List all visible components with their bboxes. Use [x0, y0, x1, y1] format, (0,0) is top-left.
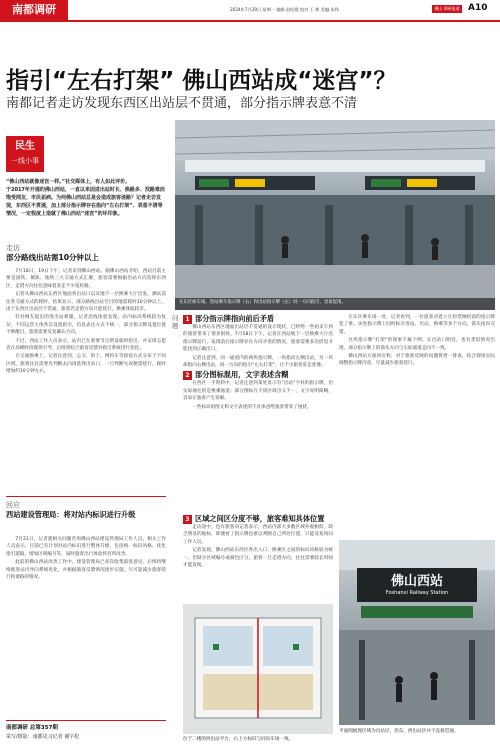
response-kicker: 回应: [6, 501, 20, 509]
response-rule: [6, 496, 166, 497]
page-number: A10: [468, 3, 488, 13]
problem-right-para: 这块指示牌“打架”的现象不属个例。在出站口附近，也有类似情况出现，部分指示牌上的箭头方向与实际通道走向不一致。: [339, 338, 495, 351]
section-3: [183, 514, 333, 599]
section-2-para: 在西区一手资料中，记者注意到某处显示有“出站“字样的指示牌，但实际通往的是换乘通道；部分图标在不同区域含义不一，文字说明简略，容易让旅客产生误解。: [183, 381, 333, 402]
walk-para: 7月18日、19日下午，记者来到佛山西站。据佛山西站介绍，西站目前主要是国铁、城轨、地铁三大交通方式汇聚，旅客需要根据出站方向选择东西区，走错方向往往意味着多走不少冤枉路。: [6, 269, 166, 289]
problem-right-body: [339, 314, 495, 440]
lead-text: “佛山西站就像迷宫一样。”社交媒体上，有人如此评价。 于2017年开通的佛山西站，一直以来因进出站时长、换路多、找路难而饱受网友、市民诟病。为何佛山西站总是会造成旅客迷路？记者走访发现，东西区不贯通，加上部分指示牌存在指向“左右打架”、表意不清等情况，一定程度上造就了佛山西站“迷宫”的坏印象。: [6, 179, 165, 217]
section-3-heading: [183, 514, 333, 524]
problem-right-para: 佛山西站方面回应称，对于旅客反映的问题将逐一排查，结合现场实际调整指示牌内容，尽量减少旅客绕行。: [339, 354, 495, 367]
photo-floor-plan: [183, 604, 333, 734]
footer-byline: 采写/摄影：南都见习记者 谢宇松: [6, 734, 80, 740]
photo1-caption: 在东区候车场，进站乘车指示牌（右）和出站指示牌（左）同一方向指引，容易混淆。: [179, 300, 346, 305]
problem-kicker: 问题: [172, 314, 179, 330]
section-1-title: 部分指示牌指向前后矛盾: [195, 314, 275, 323]
footer-rule: [6, 720, 166, 721]
walk-para: 记者从佛山西站东西区地面各出站口以及地下一层换乘大厅出发，测试前往各交通方式的耗时。结果显示，部分路线出站至目的地需耗时10分钟以上。由于东西区出站层不贯通，旅客若走错方向只能绕行，换乘体验较差。: [6, 292, 166, 313]
response-title: 西站建设管理局：将对站内标识进行升级: [6, 510, 136, 519]
section-3-para: 走访途中，也有旅客向记者表示，西站内部大多数区域外观相似，缺乏明显的地标，即便看了指示牌也难以判断自己所处位置，只能反复询问工作人员。: [183, 525, 333, 545]
photo-hall-drawing: [175, 120, 495, 310]
section-1-para: 记者注意到，同一通道内的两块指示牌，一块指向左侧出站，另一块却指向右侧出站，同一方向的指引“左右打架”，让不少旅客驻足犹豫。: [183, 355, 333, 369]
badge-line2: 一线小事: [11, 157, 39, 165]
section-1-para: 佛山西站东西区地面出站层不贯通的设计现状，已经给一些初来乍到的旅客带来了诸多困扰。7月18日下午，记者在西站地下一层换乘大厅沿指示牌前行，发现前后指示牌存在方向矛盾的情况，旅客需要多次折返才能找到正确出口。: [183, 325, 333, 353]
section-2-number: 2: [183, 371, 192, 380]
subheadline: 南都记者走访发现东西区出站层不贯通，部分指示牌表意不清: [6, 96, 358, 111]
masthead-rule: [0, 20, 500, 22]
section-2-title: 部分图标混用，文字表述含糊: [195, 370, 289, 380]
walk-para: 在交通换乘上，记者注意到，公交、的士、网约车等接驳方式分布于不同区域，旅客往往需要先判断去向再选择出站口，一旦判断失误便需绕行，耗时增加约10分钟左右。: [6, 354, 166, 375]
response-para: 7月21日，记者就相关问题咨询佛山西站建设管理局工作人员。相关工作人员表示，目前已有计划对站内标识进行整体升级，包括统一标识风格、优化指引逻辑、增加区域编号等，届时旅客出行体验将有所改善。: [6, 537, 166, 557]
section-1-heading: [183, 314, 333, 324]
photo2-caption: 位于二楼的西出站平台，右上方标识与同向车场一致。: [183, 737, 294, 742]
headline: 指引“左右打架” 佛山西站成“迷宫”？: [6, 68, 397, 94]
walk-title: 部分路线出站需10分钟以上: [6, 253, 99, 262]
problem-right-para: 在东区乘车场一处，记者看到，一位旅客对着立在检票闸机前的指示牌犯了难。该处指示牌上同时标有进站、出站、换乘等多个方向，箭头指向交错。: [339, 315, 495, 335]
walk-kicker: 走访: [6, 244, 20, 252]
photo-station-hall: [175, 120, 495, 310]
response-para: 此前的佛山西站改善工作中，建设管理局已多次收集旅客意见，后续将继续推进站内导向系统优化，并根据旅客反馈情况逐步实施，尽可能减少旅客绕行和迷路的情况。: [6, 560, 166, 581]
walk-para: 针对网友提出的进出站难题，记者沿线体验发现，站内标识系统较为复杂，不同运营主体各自设置指引，信息表达方式不统一，部分指示牌设置位置不够醒目，旅客需要反复确认方向。: [6, 315, 166, 336]
response-body: [6, 536, 166, 718]
section-3-number: 3: [183, 515, 192, 524]
photo-station-sign: [339, 540, 495, 725]
section-1-number: 1: [183, 315, 192, 324]
date-line: 2024年7月29日 星期一 编辑 赵昭霞 校对 王 彬 美编 朱铮: [230, 7, 339, 12]
walk-body: [6, 268, 166, 490]
section-3-para: 记者发现，佛山西站东西区各出入口、换乘区之间的标识风格较为统一，但缺少区域编号或颜色区分，旅客一旦走错方向，往往需要较长时间才能发现。: [183, 548, 333, 569]
section-3-title: 区域之间区分度不够，旅客难知具体位置: [195, 514, 325, 523]
section-2-heading: [183, 370, 333, 380]
sign-name-en: Foshanxi Railway Station: [385, 590, 449, 596]
floor-plan-drawing: [183, 604, 333, 734]
sign-photo-drawing: [339, 540, 495, 725]
section-logo: 南都调研: [0, 0, 68, 20]
column-badge: [6, 136, 44, 172]
badge-line1: 民生: [15, 141, 35, 152]
sign-name-cn: 佛山西站: [390, 574, 443, 589]
photo3-caption: 平面图展现区域为出站层，但东、西出站区并不直接贯通。: [339, 729, 459, 734]
section-2-para: 一些标识的图文和文字表述的不具体也给旅客带来了困扰。: [192, 404, 312, 410]
page-tag: 佛山 调研报道: [432, 5, 462, 13]
footer-issue: 南都调研 总第357期: [6, 725, 58, 731]
walk-para: 不过，西站工作人员表示，站内已在重要节点增设临时指引，并安排志愿者在高峰时段现场引导，后续将结合旅客反馈对指引系统进行优化。: [6, 338, 166, 352]
